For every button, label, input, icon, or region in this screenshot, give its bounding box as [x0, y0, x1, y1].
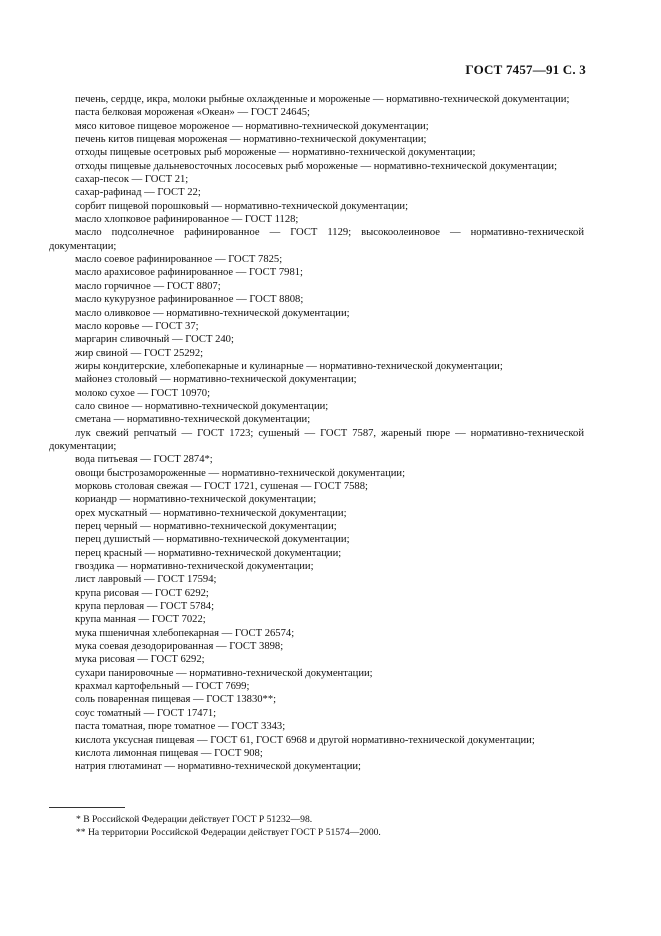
- list-item: овощи быстрозамороженные — нормативно-технической документации;: [75, 467, 406, 479]
- list-item: сметана — нормативно-технической документации;: [75, 414, 311, 426]
- page-header: ГОСТ 7457—91 С. 3: [465, 62, 586, 77]
- footnote-1: * В Российской Федерации действует ГОСТ Р 51232—98.: [76, 814, 313, 825]
- list-item: масло коровье — ГОСТ 37;: [75, 320, 199, 332]
- list-item: натрия глютаминат — нормативно-технической документации;: [75, 761, 361, 773]
- list-item: лук свежий репчатый — ГОСТ 1723; сушеный — ГОСТ 7587, жареный пюре — нормативно-технической документации;: [49, 427, 584, 452]
- list-item: крахмал картофельный — ГОСТ 7699;: [75, 681, 250, 693]
- list-item: масло арахисовое рафинированное — ГОСТ 7981;: [75, 267, 303, 279]
- list-item: соль поваренная пищевая — ГОСТ 13830**;: [75, 694, 277, 706]
- ingredient-list: [49, 93, 584, 774]
- footnotes: [49, 813, 584, 839]
- list-item: жиры кондитерские, хлебопекарные и кулинарные — нормативно-технической документации;: [75, 360, 503, 372]
- list-item: масло соевое рафинированное — ГОСТ 7825;: [75, 254, 283, 266]
- list-item: вода питьевая — ГОСТ 2874*;: [75, 454, 213, 466]
- list-item: соус томатный — ГОСТ 17471;: [75, 707, 217, 719]
- list-item: морковь столовая свежая — ГОСТ 1721, сушеная — ГОСТ 7588;: [75, 480, 368, 492]
- list-item: паста томатная, пюре томатное — ГОСТ 3343;: [75, 721, 286, 733]
- list-item: мясо китовое пищевое мороженое — нормативно-технической документации;: [75, 120, 429, 132]
- list-item: масло оливковое — нормативно-технической документации;: [75, 307, 350, 319]
- list-item: перец черный — нормативно-технической документации;: [75, 521, 337, 532]
- list-item: лист лавровый — ГОСТ 17594;: [75, 574, 217, 586]
- list-item: крупа манная — ГОСТ 7022;: [75, 614, 206, 626]
- list-item: перец душистый — нормативно-технической документации;: [75, 534, 350, 546]
- list-item: крупа рисовая — ГОСТ 6292;: [75, 587, 209, 599]
- list-item: мука соевая дезодорированная — ГОСТ 3898;: [75, 641, 284, 653]
- list-item: печень, сердце, икра, молоки рыбные охлажденные и мороженые — нормативно-технической документации;: [75, 94, 570, 105]
- list-item: майонез столовый — нормативно-технической документации;: [75, 374, 357, 386]
- list-item: сало свиное — нормативно-технической документации;: [75, 400, 329, 412]
- list-item: сахар-рафинад — ГОСТ 22;: [75, 187, 201, 199]
- list-item: кориандр — нормативно-технической документации;: [75, 494, 317, 506]
- list-item: масло подсолнечное рафинированное — ГОСТ 1129; высокоолеиновое — нормативно-технической документации;: [49, 227, 584, 252]
- list-item: гвоздика — нормативно-технической документации;: [75, 561, 314, 573]
- list-item: сухари панировочные — нормативно-технической документации;: [75, 667, 373, 679]
- list-item: паста белковая мороженая «Океан» — ГОСТ 24645;: [75, 107, 310, 119]
- footnote-2: ** На территории Российской Федерации действует ГОСТ Р 51574—2000.: [76, 827, 381, 838]
- list-item: мука пшеничная хлебопекарная — ГОСТ 26574;: [75, 627, 295, 639]
- list-item: масло горчичное — ГОСТ 8807;: [75, 280, 221, 292]
- list-item: перец красный — нормативно-технической документации;: [75, 547, 342, 559]
- list-item: молоко сухое — ГОСТ 10970;: [75, 387, 211, 399]
- list-item: отходы пищевые осетровых рыб мороженые — нормативно-технической документации;: [75, 147, 476, 159]
- list-item: масло хлопковое рафинированное — ГОСТ 1128;: [75, 214, 299, 226]
- list-item: крупа перловая — ГОСТ 5784;: [75, 601, 215, 613]
- list-item: кислота лимонная пищевая — ГОСТ 908;: [75, 747, 263, 759]
- list-item: сахар-песок — ГОСТ 21;: [75, 174, 189, 186]
- list-item: жир свиной — ГОСТ 25292;: [75, 347, 204, 359]
- list-item: отходы пищевые дальневосточных лососевых рыб мороженые — нормативно-технической документации;: [75, 160, 558, 172]
- list-item: кислота уксусная пищевая — ГОСТ 61, ГОСТ 6968 и другой нормативно-технической документации;: [75, 734, 535, 746]
- footnote-divider: [49, 807, 125, 808]
- list-item: сорбит пищевой порошковый — нормативно-технической документации;: [75, 200, 409, 212]
- list-item: масло кукурузное рафинированное — ГОСТ 8808;: [75, 294, 304, 306]
- list-item: печень китов пищевая мороженая — нормативно-технической документации;: [75, 134, 427, 146]
- list-item: орех мускатный — нормативно-технической документации;: [75, 507, 347, 519]
- list-item: мука рисовая — ГОСТ 6292;: [75, 654, 205, 666]
- list-item: маргарин сливочный — ГОСТ 240;: [75, 334, 234, 346]
